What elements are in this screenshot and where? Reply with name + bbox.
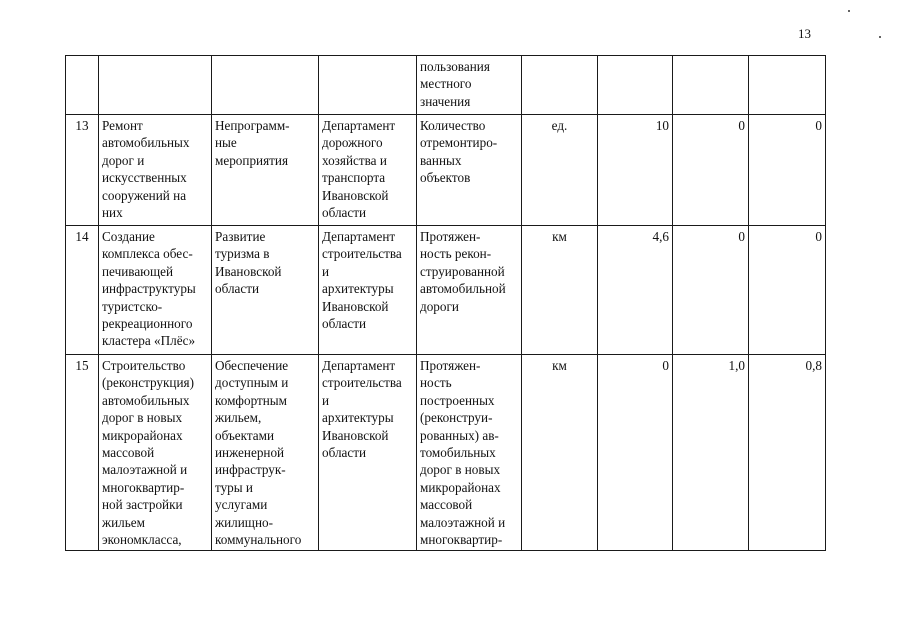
name-cell (99, 56, 212, 115)
department-cell: Департамент дорожного хозяйства и транспорта Ивановской области (319, 115, 417, 226)
indicator-cell: Протяжен- ность рекон- струированной автомобильной дороги (417, 226, 522, 355)
unit-cell: км (522, 355, 598, 551)
name-cell: Создание комплекса обес- печивающей инфраструктуры туристско- рекреационного кластера «Плёс» (99, 226, 212, 355)
program-cell (212, 56, 319, 115)
indicators-table (65, 55, 826, 551)
program-cell: Обеспечение доступным и комфортным жильем, объектами инженерной инфраструк- туры и услугами жилищно- коммунального (212, 355, 319, 551)
table-row (66, 355, 826, 551)
row-number-cell: 15 (66, 355, 99, 551)
name-cell: Строительство (реконструкция) автомобильных дорог в новых микрорайонах массовой малоэтажной и многоквартир- ной застройки жильем экономкласса, (99, 355, 212, 551)
value-cell: 0 (673, 226, 749, 355)
unit-cell: км (522, 226, 598, 355)
page-number: 13 (798, 26, 811, 41)
value-cell (749, 56, 826, 115)
unit-cell (522, 56, 598, 115)
program-cell: Развитие туризма в Ивановской области (212, 226, 319, 355)
unit-cell: ед. (522, 115, 598, 226)
value-cell: 4,6 (598, 226, 673, 355)
value-cell: 0 (598, 355, 673, 551)
table-row (66, 226, 826, 355)
value-cell: 0 (749, 226, 826, 355)
scan-speck (879, 36, 881, 38)
value-cell: 0 (673, 115, 749, 226)
value-cell: 0 (749, 115, 826, 226)
value-cell: 10 (598, 115, 673, 226)
table-row (66, 115, 826, 226)
department-cell: Департамент строительства и архитектуры Ивановской области (319, 355, 417, 551)
indicator-cell: пользования местного значения (417, 56, 522, 115)
row-number-cell (66, 56, 99, 115)
value-cell (673, 56, 749, 115)
row-number-cell: 13 (66, 115, 99, 226)
scan-speck (848, 10, 850, 12)
value-cell (598, 56, 673, 115)
department-cell: Департамент строительства и архитектуры Ивановской области (319, 226, 417, 355)
department-cell (319, 56, 417, 115)
table-row (66, 56, 826, 115)
indicator-cell: Протяжен- ность построенных (реконструи- рованных) ав- томобильных дорог в новых микрорайонах массовой малоэтажной и многоквартир- (417, 355, 522, 551)
row-number-cell: 14 (66, 226, 99, 355)
program-cell: Непрограмм- ные мероприятия (212, 115, 319, 226)
name-cell: Ремонт автомобильных дорог и искусственных сооружений на них (99, 115, 212, 226)
indicator-cell: Количество отремонтиро- ванных объектов (417, 115, 522, 226)
value-cell: 1,0 (673, 355, 749, 551)
value-cell: 0,8 (749, 355, 826, 551)
